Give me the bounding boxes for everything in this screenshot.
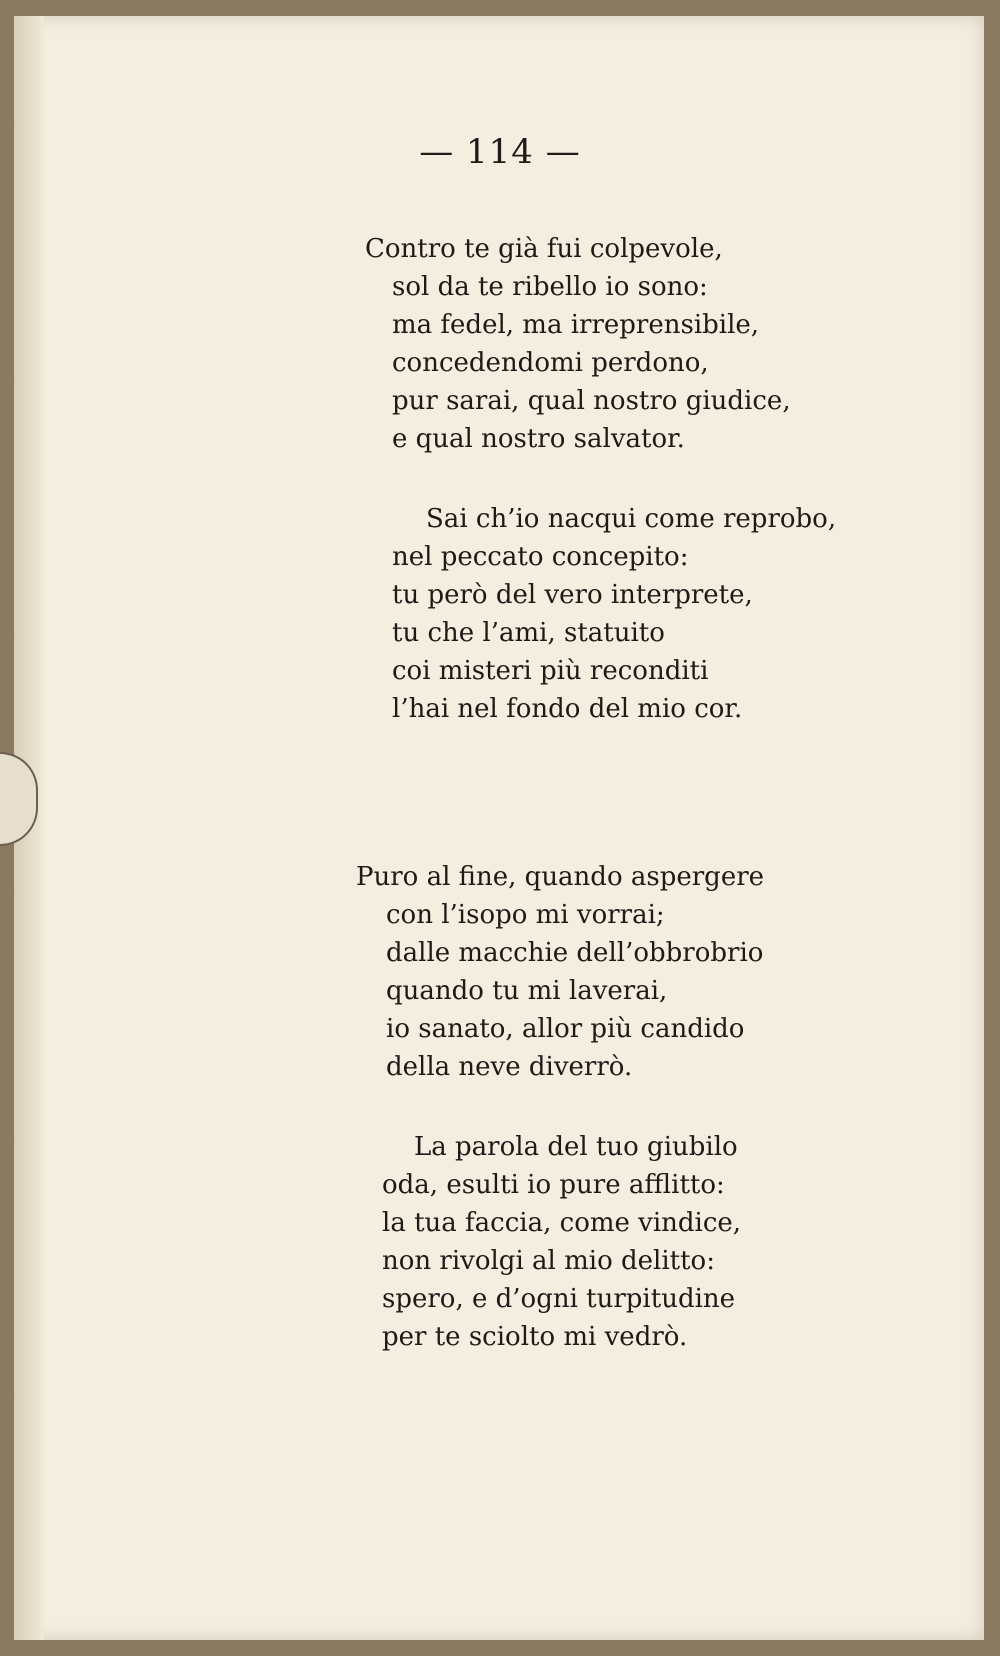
verse-line: Puro al fine, quando aspergere	[356, 862, 765, 892]
verse-line: io sanato, allor più candido	[386, 1014, 745, 1044]
verse-line: con l’isopo mi vorrai;	[386, 900, 665, 930]
verse-line: della neve diverrò.	[386, 1052, 633, 1082]
verse-line: la tua faccia, come vindice,	[382, 1208, 742, 1238]
verse-line: tu che l’ami, statuito	[392, 618, 665, 648]
verse-line: pur sarai, qual nostro giudice,	[392, 386, 791, 416]
verse-line: sol da te ribello io sono:	[392, 272, 708, 302]
verse-line: e qual nostro salvator.	[392, 424, 685, 454]
verse-line: concedendomi perdono,	[392, 348, 709, 378]
verse-line: non rivolgi al mio delitto:	[382, 1246, 715, 1276]
verse-line: coi misteri più reconditi	[392, 656, 709, 686]
verse-line: Sai ch’io nacqui come reprobo,	[426, 504, 837, 534]
verse-line: per te sciolto mi vedrò.	[382, 1322, 688, 1352]
verse-line: oda, esulti io pure afflitto:	[382, 1170, 725, 1200]
page-number: — 114 —	[419, 132, 581, 172]
verse-line: tu però del vero interprete,	[392, 580, 753, 610]
verse-line: spero, e d’ogni turpitudine	[382, 1284, 736, 1314]
verse-line: dalle macchie dell’obbrobrio	[386, 938, 764, 968]
verse-line: quando tu mi laverai,	[386, 976, 668, 1006]
verse-line: nel peccato concepito:	[392, 542, 689, 572]
verse-line: La parola del tuo giubilo	[414, 1132, 738, 1162]
verse-line: l’hai nel fondo del mio cor.	[392, 694, 743, 724]
verse-line: Contro te già fui colpevole,	[365, 234, 723, 264]
verse-line: ma fedel, ma irreprensibile,	[392, 310, 760, 340]
